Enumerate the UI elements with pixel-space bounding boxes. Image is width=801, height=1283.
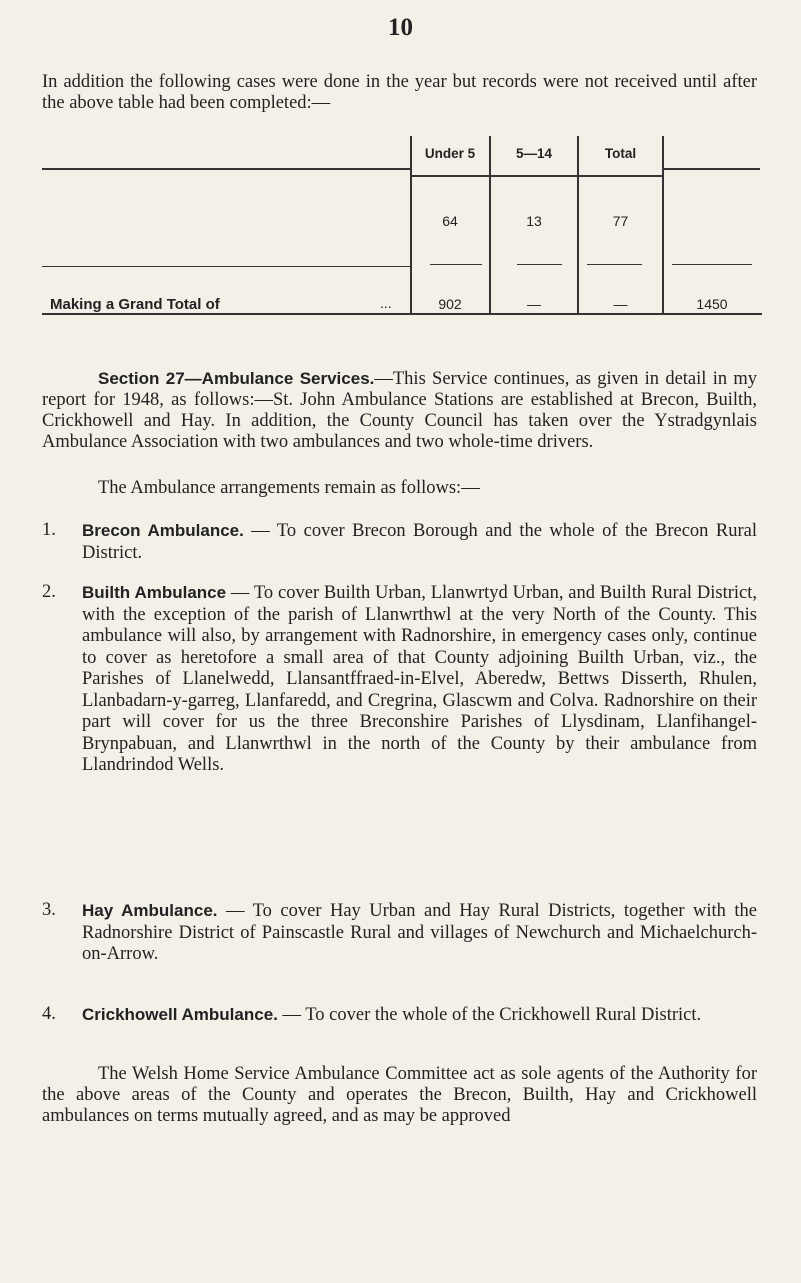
- item-text: — To cover Brecon Borough and the whole of the Brecon Rural District.: [82, 521, 757, 563]
- item-number: 2.: [42, 582, 56, 602]
- section-27: [42, 368, 757, 453]
- list-item: [42, 582, 757, 777]
- intro-paragraph: In addition the following cases were done in the year but records were not received until after the above table had been completed:—: [42, 72, 757, 113]
- item-number: 1.: [42, 520, 56, 540]
- item-title: Brecon Ambulance.: [82, 521, 244, 540]
- header-5-14: 5—14: [515, 146, 553, 161]
- grand-total-label: Making a Grand Total of: [50, 296, 220, 313]
- header-rule: [42, 168, 410, 170]
- item-text: — To cover the whole of the Crickhowell Rural District.: [277, 1005, 702, 1025]
- grand-under-5: 902: [438, 296, 462, 312]
- page-number: 10: [388, 14, 413, 41]
- grand-5-14: —: [527, 296, 541, 312]
- cases-table: [42, 136, 762, 316]
- row1-total: 77: [612, 213, 629, 229]
- header-under-5: Under 5: [424, 146, 476, 161]
- grand-total-col: —: [613, 296, 628, 312]
- item-number: 4.: [42, 1004, 56, 1024]
- arrangements-intro: The Ambulance arrangements remain as follows:—: [98, 478, 480, 498]
- section-27-title: Section 27—Ambulance Services.: [98, 369, 375, 388]
- row1-dash-3: [587, 264, 642, 265]
- list-item: [42, 520, 757, 564]
- row1-rule: [42, 266, 410, 267]
- item-title: Builth Ambulance: [82, 583, 227, 602]
- grand-total-dots: ...: [380, 295, 392, 311]
- item-title: Crickhowell Ambulance.: [82, 1005, 278, 1024]
- header-total: Total: [604, 146, 637, 161]
- closing-paragraph: The Welsh Home Service Ambulance Committee act as sole agents of the Authority for the above areas of the County and operates the Brecon, Builth, Hay and Crickhowell ambulances on terms mutually agreed, and as may be approved: [42, 1064, 757, 1126]
- header-underline: [410, 175, 662, 177]
- row1-dash-4: [672, 264, 752, 265]
- item-number: 3.: [42, 900, 56, 920]
- row1-under-5: 64: [442, 213, 458, 229]
- grand-total-value: 1450: [696, 296, 728, 312]
- item-title: Hay Ambulance.: [82, 901, 218, 920]
- header-rule-right: [662, 168, 760, 170]
- item-text: — To cover Hay Urban and Hay Rural Districts, together with the Radnorshire District of Painscastle Rural and villages of Newchurch and Michaelchurch-on-Arrow.: [82, 901, 757, 964]
- list-item: [42, 1004, 757, 1027]
- col-divider-4: [662, 136, 664, 314]
- row1-dash-2: [517, 264, 562, 265]
- section-27-text: —This Service continues, as given in detail in my report for 1948, as follows:—St. John Ambulance Stations are established at Brecon, Builth, Crickhowell and Hay. In addition, the County Council has taken over the Ystradgynlais Ambulance Association with two ambulances and two whole-time drivers.: [42, 369, 758, 452]
- row1-dash-1: [430, 264, 482, 265]
- item-text: — To cover Builth Urban, Llanwrtyd Urban, and Builth Rural District, with the exception of the parish of Llanwrthwl at the very North of the County. This ambulance will also, by arrangement with Radnorshire, in emergency cases only, continue to cover as heretofore a small area of that County adjoining Builth Urban, viz., the Parishes of Llanelwedd, Llansantffraed-in-Elvel, Aberedw, Bettws Disserth, Rhulen, Llanbadarn-y-garreg, Llanfaredd, and Cregrina, Glascwm and Colva. Radnorshire on their part will cover for us the three Breconshire Parishes of Llysdinam, Llanfihangel-Brynpabuan, and Llanwrthwl in the north of the County by their ambulance from Llandrindod Wells.: [82, 583, 757, 775]
- list-item: [42, 900, 757, 966]
- row1-5-14: 13: [526, 213, 542, 229]
- table-bottom-rule: [42, 313, 762, 315]
